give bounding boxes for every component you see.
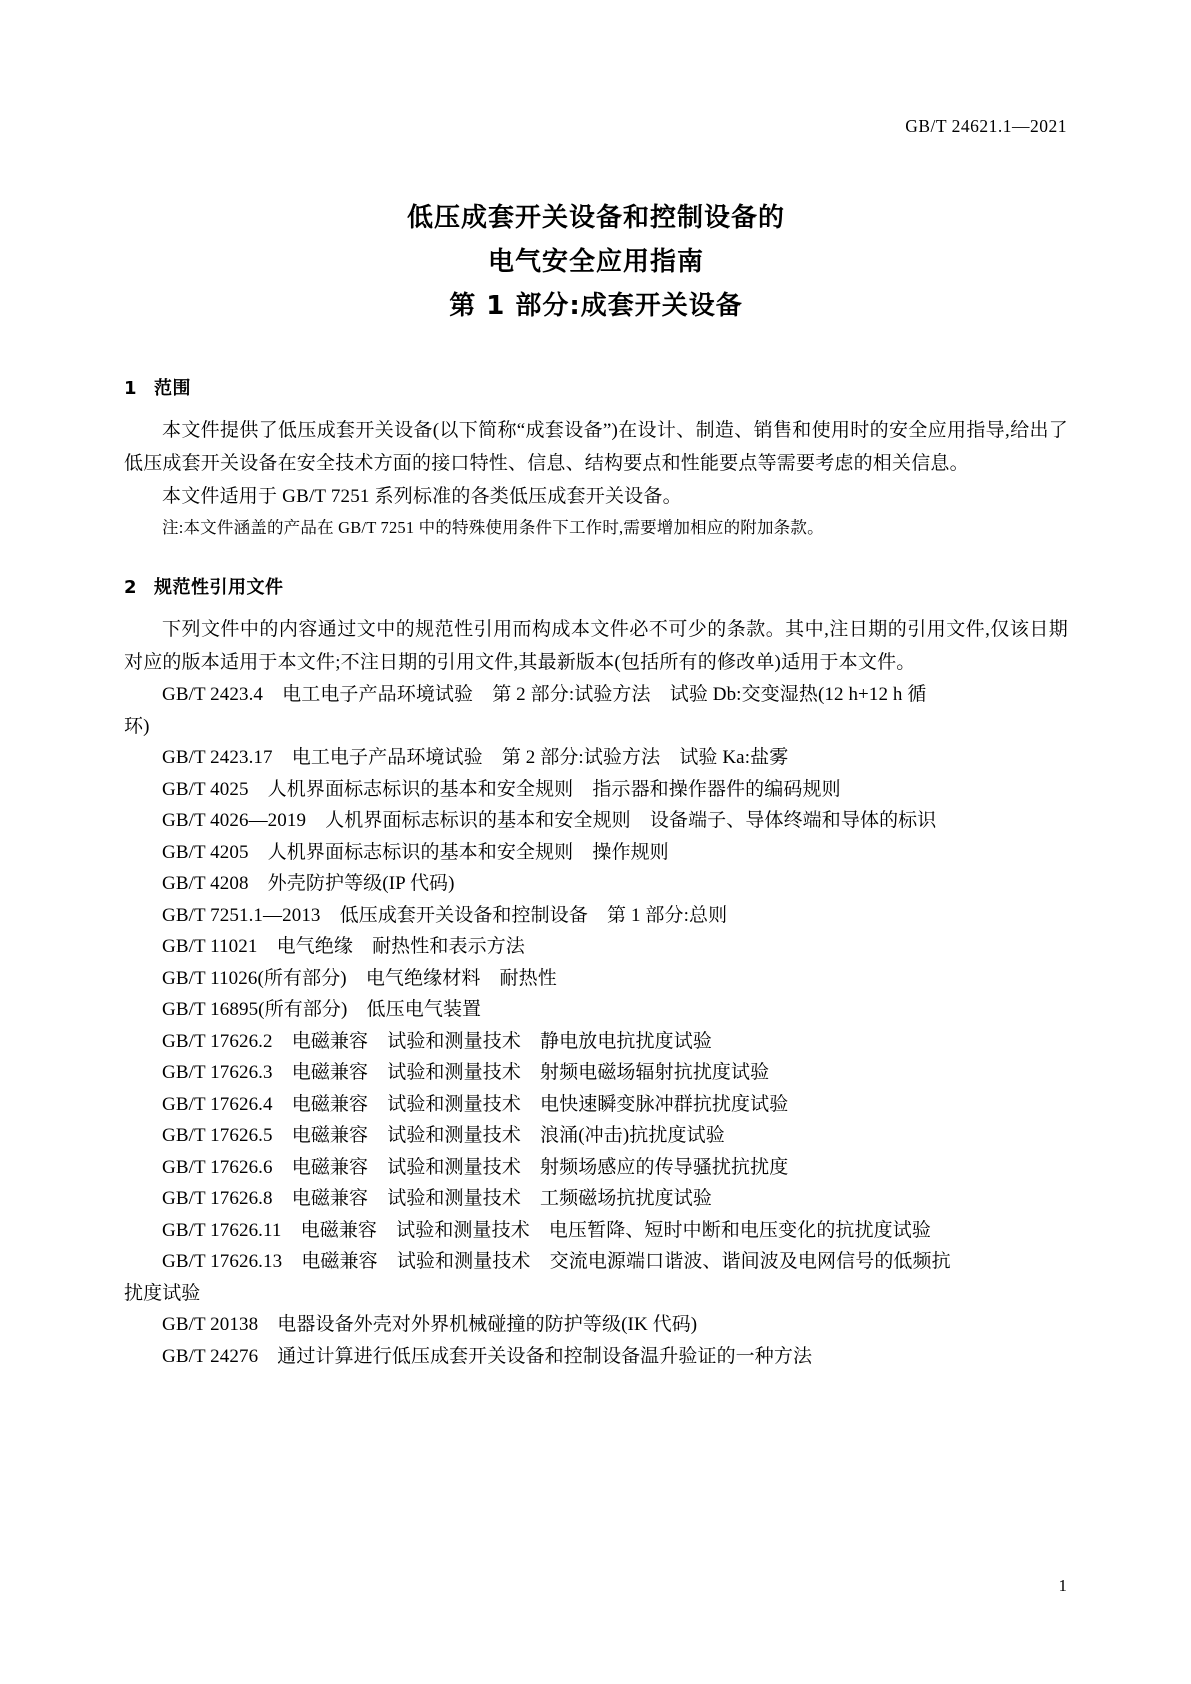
reference-item: GB/T 16895(所有部分) 低压电气装置 [162, 999, 482, 1020]
section-title-2: 规范性引用文件 [154, 577, 284, 598]
reference-item: GB/T 17626.6 电磁兼容 试验和测量技术 射频场感应的传导骚扰抗扰度 [162, 1156, 789, 1178]
reference-item: GB/T 17626.2 电磁兼容 试验和测量技术 静电放电抗扰度试验 [162, 1030, 712, 1052]
reference-item: 环) [124, 715, 150, 737]
reference-item: GB/T 11021 电气绝缘 耐热性和表示方法 [162, 936, 525, 957]
spacer [124, 328, 1068, 374]
reference-item: 扰度试验 [124, 1282, 201, 1304]
reference-item: GB/T 17626.13 电磁兼容 试验和测量技术 交流电源端口谐波、谐间波及电网信号的低频抗 [162, 1251, 951, 1272]
reference-item: GB/T 17626.11 电磁兼容 试验和测量技术 电压暂降、短时中断和电压变化的抗扰度试验 [162, 1219, 931, 1241]
section-heading-2 [124, 573, 1068, 599]
section-2-paragraph-1: 下列文件中的内容通过文中的规范性引用而构成本文件必不可少的条款。其中,注日期的引用文件,仅该日期对应的版本适用于本文件;不注日期的引用文件,其最新版本(包括所有的修改单)适用于本文件。 [124, 619, 1068, 673]
page-header-standard-code: GB/T 24621.1—2021 [905, 116, 1067, 136]
reference-item: GB/T 4205 人机界面标志标识的基本和安全规则 操作规则 [162, 841, 669, 863]
spacer [124, 543, 1068, 573]
section-1-paragraph-2: 本文件适用于 GB/T 7251 系列标准的各类低压成套开关设备。 [162, 486, 682, 507]
section-1-note: 注:本文件涵盖的产品在 GB/T 7251 中的特殊使用条件下工作时,需要增加相应的附加条款。 [162, 518, 824, 537]
title-line-2: 电气安全应用指南 [487, 247, 704, 277]
document-content [124, 196, 1068, 1372]
section-heading-1 [124, 374, 1068, 400]
section-number-1: 1 [124, 378, 138, 399]
reference-item: GB/T 2423.17 电工电子产品环境试验 第 2 部分:试验方法 试验 Ka:盐雾 [162, 747, 789, 768]
reference-item: GB/T 17626.5 电磁兼容 试验和测量技术 浪涌(冲击)抗扰度试验 [162, 1125, 725, 1146]
document-title [124, 196, 1068, 328]
reference-item: GB/T 24276 通过计算进行低压成套开关设备和控制设备温升验证的一种方法 [162, 1345, 813, 1367]
section-title-1: 范围 [154, 378, 191, 399]
title-line-1: 低压成套开关设备和控制设备的 [406, 203, 785, 233]
section-number-2: 2 [124, 577, 138, 598]
reference-item: GB/T 11026(所有部分) 电气绝缘材料 耐热性 [162, 967, 557, 989]
title-line-3: 第 1 部分:成套开关设备 [449, 291, 743, 321]
reference-item: GB/T 17626.3 电磁兼容 试验和测量技术 射频电磁场辐射抗扰度试验 [162, 1062, 770, 1083]
reference-item: GB/T 7251.1—2013 低压成套开关设备和控制设备 第 1 部分:总则 [162, 904, 728, 926]
reference-item: GB/T 4026—2019 人机界面标志标识的基本和安全规则 设备端子、导体终端和导体的标识 [162, 810, 937, 831]
spacer [124, 400, 1068, 414]
page-number: 1 [1058, 1576, 1067, 1595]
reference-item: GB/T 4208 外壳防护等级(IP 代码) [162, 873, 455, 894]
reference-item: GB/T 4025 人机界面标志标识的基本和安全规则 指示器和操作器件的编码规则 [162, 778, 841, 800]
reference-item: GB/T 17626.8 电磁兼容 试验和测量技术 工频磁场抗扰度试验 [162, 1188, 712, 1209]
spacer [124, 599, 1068, 613]
reference-item: GB/T 20138 电器设备外壳对外界机械碰撞的防护等级(IK 代码) [162, 1314, 698, 1335]
section-1-paragraph-1: 本文件提供了低压成套开关设备(以下简称“成套设备”)在设计、制造、销售和使用时的安全应用指导,给出了低压成套开关设备在安全技术方面的接口特性、信息、结构要点和性能要点等需要考虑的相关信息。 [124, 420, 1068, 474]
reference-item: GB/T 2423.4 电工电子产品环境试验 第 2 部分:试验方法 试验 Db:交变湿热(12 h+12 h 循 [162, 684, 927, 705]
reference-item: GB/T 17626.4 电磁兼容 试验和测量技术 电快速瞬变脉冲群抗扰度试验 [162, 1093, 789, 1115]
